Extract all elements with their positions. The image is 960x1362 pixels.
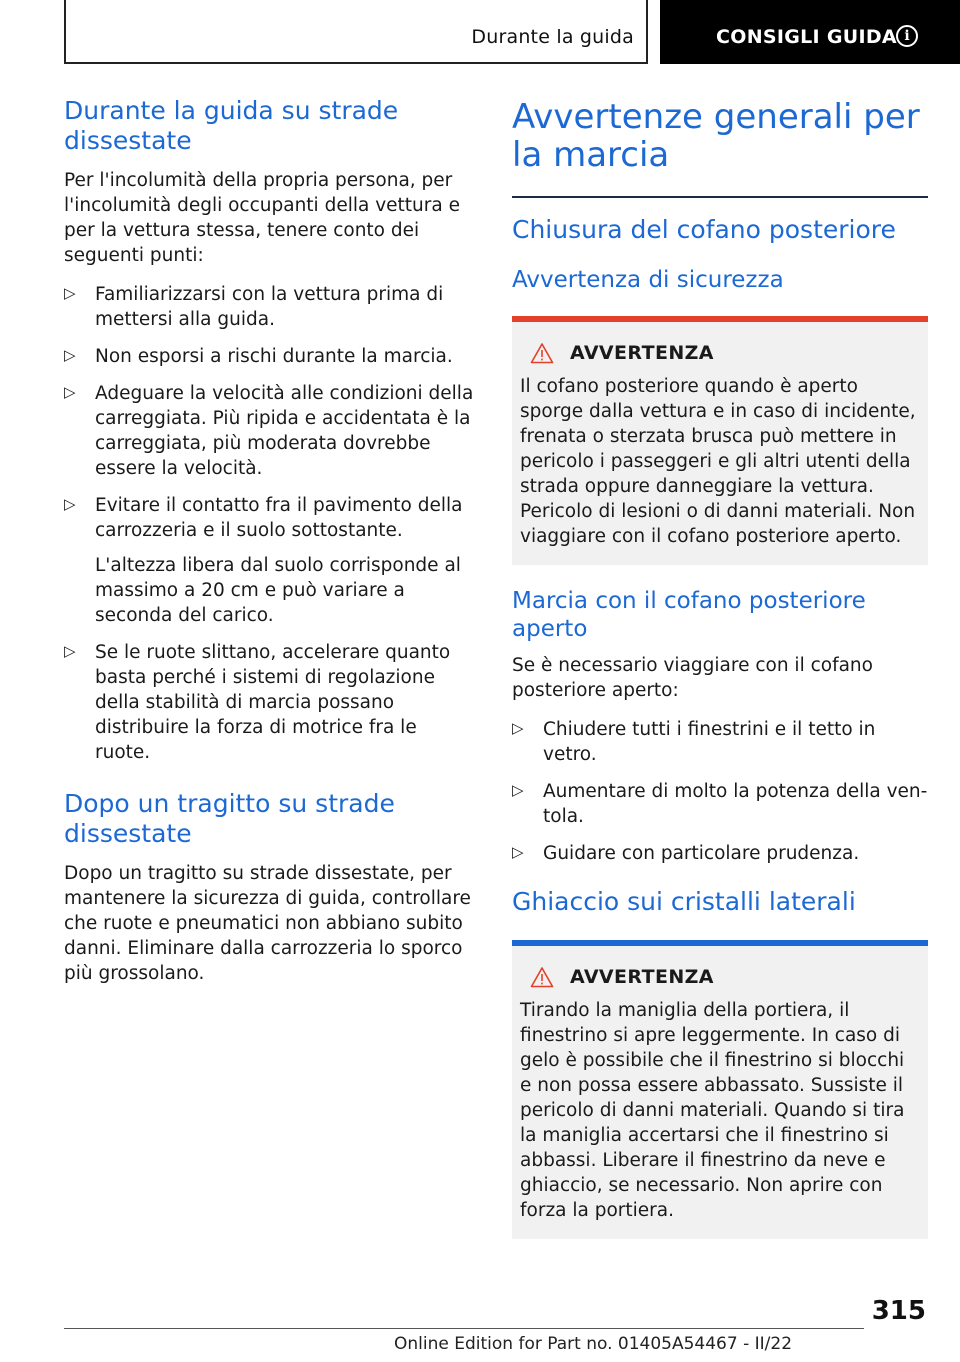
ground-clearance-note: L'altezza libera dal suolo corrisponde al massimo a 20 cm e può variare a seconda del carico. <box>95 555 461 626</box>
list-item: ▷ Aumentare di molto la potenza della ventola. <box>512 781 928 827</box>
list-item: ▷ Non esporsi a rischi durante la marcia. <box>64 346 453 367</box>
heading-side-window-ice: Ghiaccio sui cristalli laterali <box>512 887 856 916</box>
warning-triangle-icon <box>530 342 554 364</box>
after-rough-roads-paragraph: Dopo un tragitto su strade dissestate, per mantenere la sicurezza di guida, controllare che ruote e pneumatici non abbiano subito danni. Eliminare dalla carrozzeria lo sporco più grossolano. <box>64 863 471 984</box>
triangle-bullet-icon: ▷ <box>64 284 76 302</box>
warning-text: Tirando la maniglia della portiera, il finestrino si apre leggermente. In caso di gelo è possibile che il finestrino si blocchi e non possa essere abbassato. Sussiste il pericolo di danni materiali. Quando si tira la maniglia accertarsi che il finestrino si abbassi. Liberare il finestrino da neve e ghiaccio, se necessario. Non aprire con forza la portiera. <box>520 1000 905 1221</box>
triangle-bullet-icon: ▷ <box>64 495 76 513</box>
heading-after-rough-roads: Dopo un tragitto su strade dissestate <box>64 789 395 848</box>
warning-text: Il cofano posteriore quando è aperto sporge dalla vettura e in caso di incidente, frenata o sterzata brusca può mettere in pericolo i passeggeri e gli altri utenti della strada oppure danneggiare la vettura. Pericolo di lesioni o di danni materiali. Non viaggiare con il cofano posteriore aperto. <box>520 376 916 547</box>
warning-header <box>520 966 920 988</box>
chapter-label: CONSIGLI GUIDA <box>716 26 897 48</box>
triangle-bullet-icon: ▷ <box>64 383 76 401</box>
list-item: ▷ Adeguare la velocità alle condizioni della carreggiata. Più ripida e accidentata è la carreggiata, più moderata dovrebbe essere la velocità. <box>64 383 474 479</box>
chapter-tab <box>660 0 960 64</box>
intro-paragraph: Per l'incolumità della propria persona, per l'incolumità degli occupanti della vettura e per la vettura stessa, tenere conto dei seguenti punti: <box>64 170 460 266</box>
list-item: ▷ Chiudere tutti i finestrini e il tetto in vetro. <box>512 719 876 765</box>
triangle-bullet-icon: ▷ <box>64 346 76 364</box>
footer-divider <box>64 1328 864 1329</box>
warning-box-ice <box>512 940 928 1239</box>
left-column <box>64 96 476 986</box>
triangle-bullet-icon: ▷ <box>512 781 524 799</box>
list-item: ▷ Familiarizzarsi con la vettura prima di mettersi alla guida. <box>64 284 444 330</box>
title-divider <box>512 196 928 198</box>
triangle-bullet-icon: ▷ <box>512 843 524 861</box>
open-tailgate-list <box>512 717 928 866</box>
section-title: Durante la guida <box>471 26 634 48</box>
edition-footer: Online Edition for Part no. 01405A54467 - II/22 <box>394 1334 793 1354</box>
page-number: 315 <box>871 1296 926 1326</box>
page-title: Avvertenze generali per la marcia <box>512 97 920 175</box>
right-column <box>512 96 928 1239</box>
warning-triangle-icon <box>530 966 554 988</box>
open-tailgate-intro: Se è necessario viaggiare con il cofano posteriore aperto: <box>512 655 873 701</box>
warning-title: AVVERTENZA <box>570 966 714 988</box>
heading-rough-roads: Durante la guida su strade dissestate <box>64 96 399 155</box>
rough-roads-list <box>64 282 476 765</box>
list-item: ▷ Evitare il contatto fra il pavimento della carrozzeria e il suolo sottostante. L'altezza libera dal suolo corrisponde al massimo a 20 cm e può variare a seconda del carico. <box>64 493 476 628</box>
warning-header <box>520 342 920 364</box>
list-item: ▷ Se le ruote slittano, accelerare quanto basta perché i sistemi di regolazione della stabilità di marcia possano distribuire la forza di motrice fra le ruote. <box>64 642 451 763</box>
info-icon: i <box>896 25 918 47</box>
triangle-bullet-icon: ▷ <box>64 642 76 660</box>
list-item: ▷ Guidare con particolare prudenza. <box>512 843 860 864</box>
heading-tailgate: Chiusura del cofano posteriore <box>512 215 896 244</box>
warning-title: AVVERTENZA <box>570 342 714 364</box>
heading-safety-note: Avvertenza di sicurezza <box>512 267 784 293</box>
heading-open-tailgate: Marcia con il cofano posteriore aperto <box>512 588 866 642</box>
warning-box-tailgate <box>512 316 928 565</box>
triangle-bullet-icon: ▷ <box>512 719 524 737</box>
